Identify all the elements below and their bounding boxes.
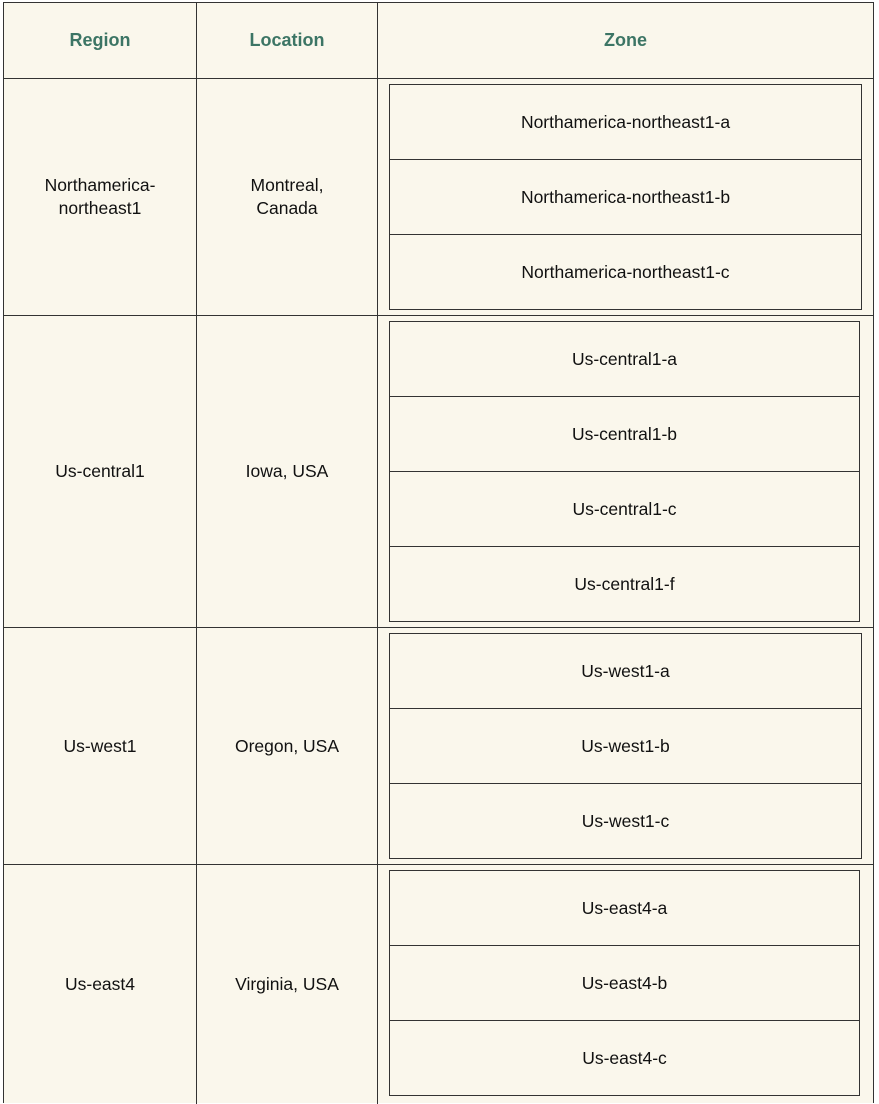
region-cell bbox=[4, 79, 197, 315]
zone-list bbox=[389, 870, 860, 1096]
zone-item: Us-central1-c bbox=[390, 472, 859, 547]
header-region: Region bbox=[4, 3, 197, 78]
regions-table bbox=[3, 2, 874, 1103]
region-name: Us-central1 bbox=[55, 461, 145, 481]
table-row bbox=[4, 865, 873, 1104]
location-cell bbox=[197, 79, 378, 315]
location-name: Oregon, USA bbox=[234, 735, 340, 756]
zone-item: Northamerica-northeast1-b bbox=[390, 160, 861, 235]
zone-item: Us-central1-a bbox=[390, 322, 859, 397]
location-cell bbox=[197, 316, 378, 627]
zone-item: Us-west1-a bbox=[390, 634, 861, 709]
zone-item: Us-west1-b bbox=[390, 709, 861, 784]
region-cell bbox=[4, 316, 197, 627]
zone-item: Us-east4-c bbox=[582, 1048, 667, 1068]
zone-cell bbox=[378, 79, 873, 315]
zone-item: Us-west1-c bbox=[581, 811, 670, 831]
location-cell bbox=[197, 865, 378, 1104]
zone-item: Northamerica-northeast1-a bbox=[390, 85, 861, 160]
zone-item: Northamerica-northeast1-c bbox=[521, 262, 730, 282]
zone-cell bbox=[378, 865, 873, 1104]
region-name: Northamerica-northeast1 bbox=[44, 175, 156, 218]
location-name: Virginia, USA bbox=[235, 974, 339, 994]
location-name: Montreal, Canada bbox=[250, 175, 324, 218]
region-name: Us-east4 bbox=[64, 974, 136, 994]
table-header-row bbox=[4, 3, 873, 79]
location-name: Iowa, USA bbox=[245, 461, 329, 481]
region-cell bbox=[4, 865, 197, 1104]
zone-item: Us-central1-f bbox=[574, 574, 675, 594]
zone-list bbox=[389, 321, 860, 622]
zone-item: Us-east4-a bbox=[390, 871, 859, 946]
table-row bbox=[4, 316, 873, 628]
zone-item: Us-central1-b bbox=[390, 397, 859, 472]
header-location: Location bbox=[197, 3, 378, 78]
region-cell bbox=[4, 628, 197, 864]
zone-list bbox=[389, 84, 862, 310]
zone-list bbox=[389, 633, 862, 859]
zone-cell bbox=[378, 316, 873, 627]
zone-item: Us-east4-b bbox=[390, 946, 859, 1021]
zone-cell bbox=[378, 628, 873, 864]
header-zone: Zone bbox=[604, 30, 647, 50]
table-row bbox=[4, 79, 873, 316]
table-row bbox=[4, 628, 873, 865]
location-cell bbox=[197, 628, 378, 864]
region-name: Us-west1 bbox=[63, 735, 137, 756]
